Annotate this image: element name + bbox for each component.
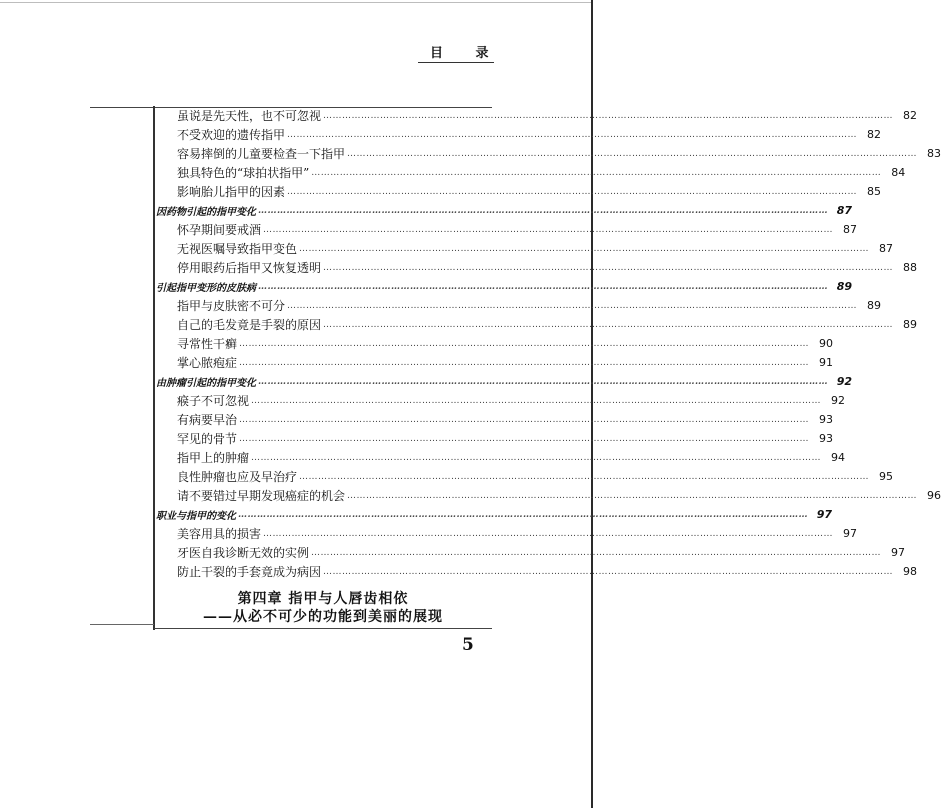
toc-leader-dots: ……………………………………………………………………………………………………………………………………………………………… xyxy=(347,148,918,159)
toc-entry-title: 美容用具的损害 xyxy=(177,527,262,541)
toc-entry xyxy=(150,239,894,258)
toc-section-entry xyxy=(150,201,852,220)
toc-entry-page: 95 xyxy=(879,470,894,483)
toc-entry-page: 82 xyxy=(867,128,882,141)
toc-entry-page: 91 xyxy=(819,356,834,369)
toc-section-entry xyxy=(150,277,852,296)
toc-entry xyxy=(150,543,906,562)
toc-entry-title: 寻常性干癣 xyxy=(177,337,238,351)
toc-entry-title: 指甲与皮肤密不可分 xyxy=(177,299,286,313)
toc-entry-page: 87 xyxy=(879,242,894,255)
toc-entry xyxy=(150,258,918,277)
toc-entry-page: 97 xyxy=(843,527,858,540)
toc-entry-title: 容易摔倒的儿童要检查一下指甲 xyxy=(177,147,346,161)
toc-entry-title: 独具特色的“球拍状指甲” xyxy=(177,166,310,180)
toc-entry xyxy=(150,334,834,353)
toc-leader-dots: ……………………………………………………………………………………………………………………………………………………………… xyxy=(311,167,882,178)
toc-entry xyxy=(150,562,918,581)
toc-entry-page: 83 xyxy=(927,147,941,160)
toc-leader-dots: ……………………………………………………………………………………………………………………………………………………………… xyxy=(323,566,894,577)
toc-entry-title: 请不要错过早期发现癌症的机会 xyxy=(177,489,346,503)
toc-entry-title: 不受欢迎的遗传指甲 xyxy=(177,128,286,142)
header-rule xyxy=(418,62,494,63)
toc-leader-dots: ……………………………………………………………………………………………………………………………………………………………… xyxy=(287,186,858,197)
toc-leader-dots: ……………………………………………………………………………………………………………………………………………………………… xyxy=(287,300,858,311)
toc-entry-title: 影响胎儿指甲的因素 xyxy=(177,185,286,199)
toc-entry-page: 93 xyxy=(819,432,834,445)
toc-entry xyxy=(150,296,882,315)
toc-entry-page: 94 xyxy=(831,451,846,464)
toc-entry-title: 职业与指甲的变化 xyxy=(156,511,236,522)
toc-leader-dots: ……………………………………………………………………………………………………………………………………………………………… xyxy=(239,338,810,349)
bottom-rule xyxy=(154,628,492,629)
toc-section-entry xyxy=(150,372,852,391)
page-number: 5 xyxy=(462,635,474,655)
toc-entry-page: 92 xyxy=(836,375,852,388)
toc-entry xyxy=(150,410,834,429)
toc-leader-dots: ……………………………………………………………………………………………………………………………………………………………… xyxy=(239,433,810,444)
toc-entry-title: 有病要早治 xyxy=(177,413,238,427)
chapter-title: 第四章 指甲与人唇齿相依 xyxy=(237,591,409,607)
toc-entry-page: 85 xyxy=(867,185,882,198)
toc-entry xyxy=(150,125,882,144)
toc-leader-dots: ……………………………………………………………………………………………………………………………………………………………… xyxy=(347,490,918,501)
toc-entry xyxy=(150,429,834,448)
toc-entry-title: 罕见的骨节 xyxy=(177,432,238,446)
toc-entry-title: 掌心脓疱症 xyxy=(177,356,238,370)
toc-entry-page: 96 xyxy=(927,489,941,502)
toc-entry-title: 因药物引起的指甲变化 xyxy=(156,207,256,218)
toc-leader-dots: ……………………………………………………………………………………………………………………………………………………………… xyxy=(299,471,870,482)
table-of-contents xyxy=(150,106,941,581)
toc-entry-title: 指甲上的肿瘤 xyxy=(177,451,250,465)
toc-entry xyxy=(150,163,906,182)
toc-entry-page: 89 xyxy=(867,299,882,312)
toc-entry-title: 自己的毛发竟是手裂的原因 xyxy=(177,318,322,332)
toc-entry-title: 防止干裂的手套竟成为病因 xyxy=(177,565,322,579)
toc-entry xyxy=(150,315,918,334)
toc-entry xyxy=(150,467,894,486)
toc-entry xyxy=(150,106,918,125)
toc-entry xyxy=(150,220,858,239)
bottom-rule-left xyxy=(90,624,154,625)
toc-entry-page: 93 xyxy=(819,413,834,426)
toc-leader-dots: ……………………………………………………………………………………………………………………………………………………………… xyxy=(287,129,858,140)
toc-entry-page: 90 xyxy=(819,337,834,350)
toc-entry xyxy=(150,524,858,543)
toc-entry xyxy=(150,353,834,372)
toc-leader-dots: ……………………………………………………………………………………………………………………………………………………………… xyxy=(258,376,828,387)
toc-entry xyxy=(150,391,846,410)
toc-entry-page: 87 xyxy=(843,223,858,236)
toc-leader-dots: ……………………………………………………………………………………………………………………………………………………………… xyxy=(258,281,828,292)
toc-entry-page: 92 xyxy=(831,394,846,407)
toc-entry-page: 89 xyxy=(903,318,918,331)
toc-leader-dots: ……………………………………………………………………………………………………………………………………………………………… xyxy=(323,262,894,273)
toc-entry-page: 98 xyxy=(903,565,918,578)
page-top-edge xyxy=(0,2,593,3)
toc-entry-title: 无视医嘱导致指甲变色 xyxy=(177,242,298,256)
toc-entry-title: 虽说是先天性，也不可忽视 xyxy=(177,109,322,123)
chapter-subtitle: ——从必不可少的功能到美丽的展现 xyxy=(203,609,443,625)
toc-entry-title: 引起指甲变形的皮肤病 xyxy=(156,283,256,294)
toc-leader-dots: ……………………………………………………………………………………………………………………………………………………………… xyxy=(263,528,834,539)
toc-entry-title: 由肿瘤引起的指甲变化 xyxy=(156,378,256,389)
toc-entry-page: 87 xyxy=(836,204,852,217)
toc-entry xyxy=(150,182,882,201)
toc-entry xyxy=(150,448,846,467)
toc-entry-title: 牙医自我诊断无效的实例 xyxy=(177,546,310,560)
toc-entry-title: 怀孕期间要戒酒 xyxy=(177,223,262,237)
toc-entry-title: 停用眼药后指甲又恢复透明 xyxy=(177,261,322,275)
toc-entry-page: 82 xyxy=(903,109,918,122)
toc-leader-dots: ……………………………………………………………………………………………………………………………………………………………… xyxy=(323,110,894,121)
toc-leader-dots: ……………………………………………………………………………………………………………………………………………………………… xyxy=(311,547,882,558)
toc-leader-dots: ……………………………………………………………………………………………………………………………………………………………… xyxy=(258,205,828,216)
toc-entry-page: 84 xyxy=(891,166,906,179)
toc-section-entry xyxy=(150,505,832,524)
toc-leader-dots: ……………………………………………………………………………………………………………………………………………………………… xyxy=(299,243,870,254)
toc-entry xyxy=(150,144,941,163)
toc-entry-page: 97 xyxy=(891,546,906,559)
toc-entry-page: 89 xyxy=(836,280,852,293)
running-head: 目 录 xyxy=(430,46,503,61)
toc-entry-title: 良性肿瘤也应及早治疗 xyxy=(177,470,298,484)
toc-entry-page: 88 xyxy=(903,261,918,274)
toc-leader-dots: ……………………………………………………………………………………………………………………………………………………………… xyxy=(251,395,822,406)
toc-leader-dots: ……………………………………………………………………………………………………………………………………………………………… xyxy=(251,452,822,463)
toc-leader-dots: ……………………………………………………………………………………………………………………………………………………………… xyxy=(239,414,810,425)
toc-leader-dots: ……………………………………………………………………………………………………………………………………………………………… xyxy=(238,509,808,520)
toc-leader-dots: ……………………………………………………………………………………………………………………………………………………………… xyxy=(263,224,834,235)
toc-leader-dots: ……………………………………………………………………………………………………………………………………………………………… xyxy=(323,319,894,330)
toc-entry-title: 瘊子不可忽视 xyxy=(177,394,250,408)
toc-leader-dots: ……………………………………………………………………………………………………………………………………………………………… xyxy=(239,357,810,368)
toc-entry-page: 97 xyxy=(816,508,832,521)
toc-entry xyxy=(150,486,941,505)
